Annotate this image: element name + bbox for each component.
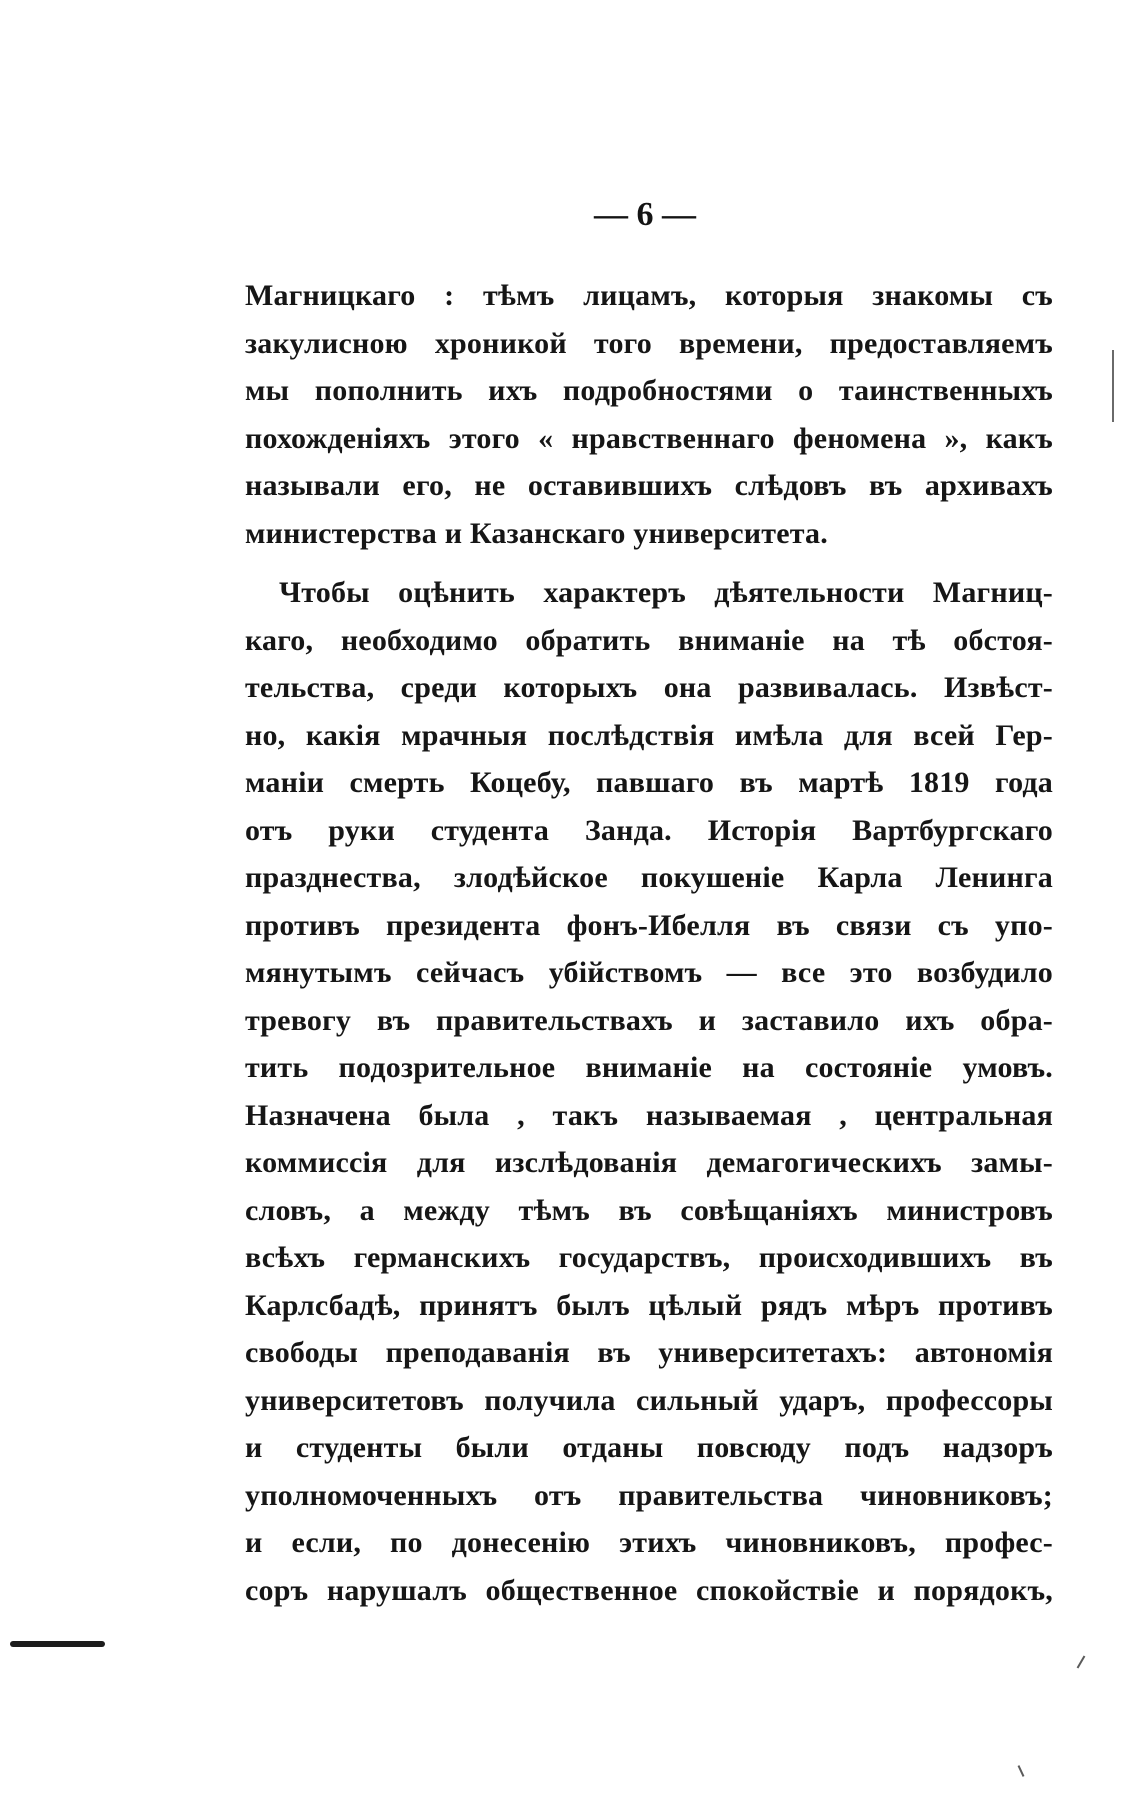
text-line: мянутымъ сейчасъ убійствомъ — все это возбудило [245,956,1053,989]
text-line: тельства, среди которыхъ она развивалась. Извѣст- [245,671,1053,704]
text-line: похожденіяхъ этого « нравственнаго феномена », какъ [245,421,1053,455]
text-line: Карлсбадѣ, принятъ былъ цѣлый рядъ мѣръ противъ [245,1288,1053,1322]
text-line: всѣхъ германскихъ государствъ, происходившихъ въ [245,1241,1053,1274]
text-line: коммиссія для изслѣдованія демагогическихъ замы- [245,1146,1053,1179]
paragraph-first-line: Чтобы оцѣнить характеръ дѣятельности Магниц- [279,576,1053,609]
text-line: словъ, а между тѣмъ въ совѣщаніяхъ министровъ [245,1193,1053,1227]
text-line: министерства и Казанскаго университета. [245,516,828,550]
text-line: соръ нарушалъ общественное спокойствіе и порядокъ, [245,1573,1053,1607]
text-line: маніи смерть Коцебу, павшаго въ мартѣ 1819 года [245,766,1053,799]
scan-speck [1018,1765,1025,1777]
text-line: закулисною хроникой того времени, предоставляемъ [245,326,1053,360]
text-line: тревогу въ правительствахъ и заставило ихъ обра- [245,1003,1053,1037]
scan-speck [1077,1655,1086,1668]
page-number: — 6 — [594,196,696,233]
text-line: свободы преподаванія въ университетахъ: автономія [245,1336,1053,1369]
text-line: университетовъ получила сильный ударъ, профессоры [245,1383,1053,1417]
text-line: мы пополнить ихъ подробностями о таинственныхъ [245,374,1053,407]
scan-dash-mark [10,1641,105,1647]
text-line: и если, по донесенію этихъ чиновниковъ, профес- [245,1526,1053,1559]
text-line: противъ президента фонъ-Ибелля въ связи съ упо- [245,908,1053,942]
body-text [245,272,1053,1614]
text-line: и студенты были отданы повсюду подъ надзоръ [245,1431,1053,1464]
text-line: уполномоченныхъ отъ правительства чиновниковъ; [245,1478,1053,1512]
text-line: каго, необходимо обратить вниманіе на тѣ обстоя- [245,623,1053,657]
text-line: Магницкаго : тѣмъ лицамъ, которыя знакомы съ [245,279,1053,312]
scan-edge-mark [1112,350,1114,422]
text-line: но, какія мрачныя послѣдствія имѣла для всей Гер- [245,718,1053,752]
text-line: празднества, злодѣйское покушеніе Карла Ленинга [245,861,1053,894]
text-line: отъ руки студента Занда. Исторія Вартбургскаго [245,813,1053,847]
text-line: называли его, не оставившихъ слѣдовъ въ архивахъ [245,469,1053,502]
text-line: Назначена была , такъ называемая , центральная [245,1098,1053,1132]
text-line: тить подозрительное вниманіе на состояніе умовъ. [245,1051,1053,1084]
